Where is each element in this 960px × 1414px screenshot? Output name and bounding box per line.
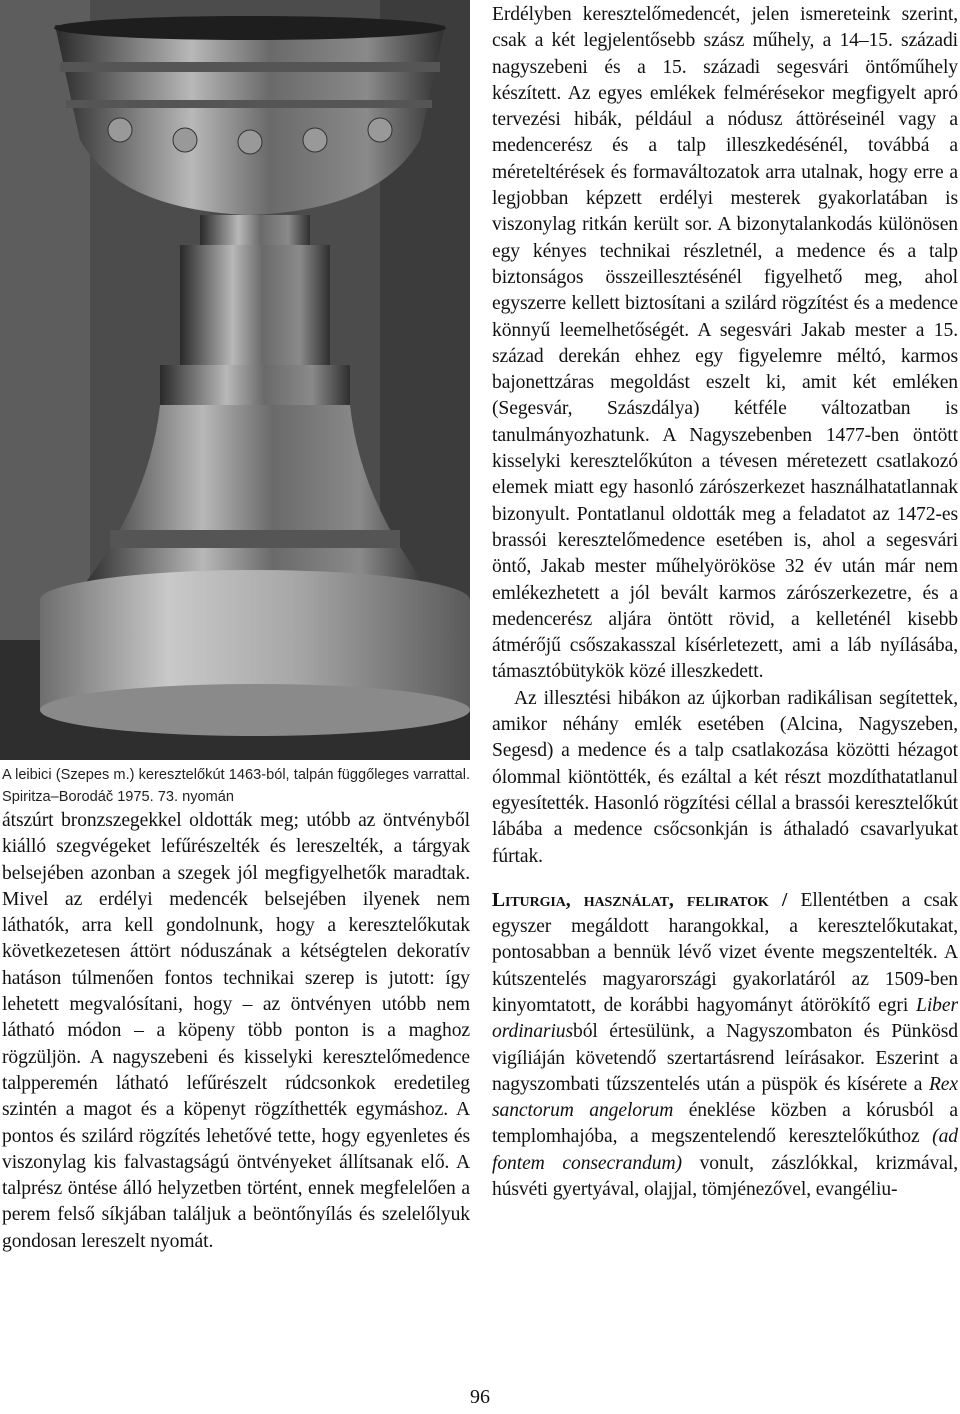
paragraph-text: vonult, zászlókkal, krizmával, húsvéti gyertyával, olajjal, tömjénezővel, evangéliu- — [492, 1152, 958, 1201]
paragraph-text: Ellentétben a csak egyszer megáldott harangokkal, a keresztelőkutakat, pontosabban a bennük lévő vizet évente megszentelték. A kútszentelés magyarországi gyakorlatáról az 1509-ben kinyomtatott, de korábbi hagyományt átörökítő egri — [492, 889, 958, 1016]
italic-title: Rex sanctorum angelorum — [492, 1073, 958, 1122]
italic-phrase: (ad fontem consecrandum) — [492, 1126, 958, 1174]
figure-caption: A leibici (Szepes m.) keresztelőkút 1463-ból, talpán függőleges varrattal. Spiritza–Borodáč 1975. 73. nyomán — [2, 767, 470, 805]
right-paragraph-1: Erdélyben keresztelőmedencét, jelen ismereteink szerint, csak a két legjelentősebb szász műhely, a 14–15. századi nagyszebeni és a 15. századi segesvári öntőműhely készített. Az egyes emlékek felmérésekor megfigyelt apró tervezési hibák, például a nódusz áttöréseinél vagy a medencerész és a talp illeszkedésénél, továbbá a méreteltérések és formaváltozatok arra utalnak, hogy erre a legjobban képzett erdélyi mesterek gyakorlatában is viszonylag ritkán került sor. A bizonytalankodás különösen egy kényes technikai részletnél, a medence és a talp biztonságos összeillesztésénél figyelhető meg, ahol egyszerre kellett biztosítani a szilárd rögzítést és a medence könnyű leemelhetőségét. A segesvári Jakab mester a 15. század derekán ehhez egy figyelemre méltó, karmos bajonettzáras megoldást eszelt ki, amit két emléken (Segesvár, Szászdálya) kétféle változatban is tanulmányozhatunk. A Nagyszebenben 1477-ben öntött kisselyki keresztelőkúton a tévesen méretezett csatlakozó elemek miatt egy hasonló zárószerkezet használhatatlannak bizonyult. Pontatlanul oldották meg a feladatot az 1472-es brassói keresztelőmedence esetében is, ahol a segesvári öntő, Jakab mester műhelyörököse 32 év után már nem emlékezhetett a jól bevált karmos zárószerkezetre, és a medencerész aljára öntött rövid, a kelleténél kisebb átmérőjű csőszakasszal kísérletezett, ami a láb nyílásába, támasztóbütykök közé illeszkedett. — [492, 4, 958, 683]
italic-title: Liber ordinarius — [492, 994, 958, 1043]
baptismal-font-photo — [0, 0, 470, 760]
right-text-column — [492, 2, 958, 1203]
section-heading: Liturgia, használat, feliratok / — [492, 889, 788, 911]
left-paragraph: átszúrt bronzszegekkel oldották meg; utóbb az öntvényből kiálló szegvégeket lefűrészelték és lereszelték, a tárgyak belsejében azonban a szegek jól megfigyelhetők maradtak. Mivel az erdélyi medencék belsejében ilyenek nem láthatók, arra kell gondolnunk, hogy a keresztelőkutak következetesen áttört nóduszának a kétségtelen dekoratív hatáson túlmenően fontos technikai szerep is jutott: így lehetett megvalósítani, hogy – az öntvényen utóbb nem látható módon – a köpeny több ponton is a maghoz rögzüljön. A nagyszebeni és kisselyki keresztelőmedence talpperemén látható lefűrészelt rúdcsonkok eredetileg szintén a magot és a köpenyt rögzíthették egymáshoz. A pontos és szilárd rögzítés lehetővé tette, hogy egyenletes és viszonylag kis falvastagságú öntvényeket állítsanak elő. A talprész öntése álló helyzetben történt, ennek megfelelően a perem felső síkjában találjuk a beöntőnyílás és szelelőlyuk gondosan lereszelt nyomát. — [2, 810, 470, 1252]
paragraph-text: éneklése közben a kórusból a templomhajóba, a megszentelendő keresztelőkúthoz — [492, 1100, 958, 1148]
right-paragraph-3 — [492, 888, 958, 1204]
page-number: 96 — [470, 1386, 490, 1408]
paragraph-text: ból értesülünk, a Nagyszombaton és Pünkösd vigíliáján követendő szertartásrend leírásakor. Eszerint a nagyszombati tűzszentelés után a püspök és kísérete a — [492, 1021, 958, 1095]
right-paragraph-2: Az illesztési hibákon az újkorban radikálisan segítettek, amikor néhány emlék esetében (Alcina, Nagyszeben, Segesd) a medence és a talp csatlakozása közötti hézagot ólommal kiöntötték, és ezáltal a két részt mozdíthatatlanul egyesítették. Hasonló rögzítési céllal a brassói keresztelőkút lábába a medence csőcsonkján is áthaladó csavarlyukat fúrtak. — [492, 687, 958, 867]
left-text-column — [2, 808, 470, 1255]
